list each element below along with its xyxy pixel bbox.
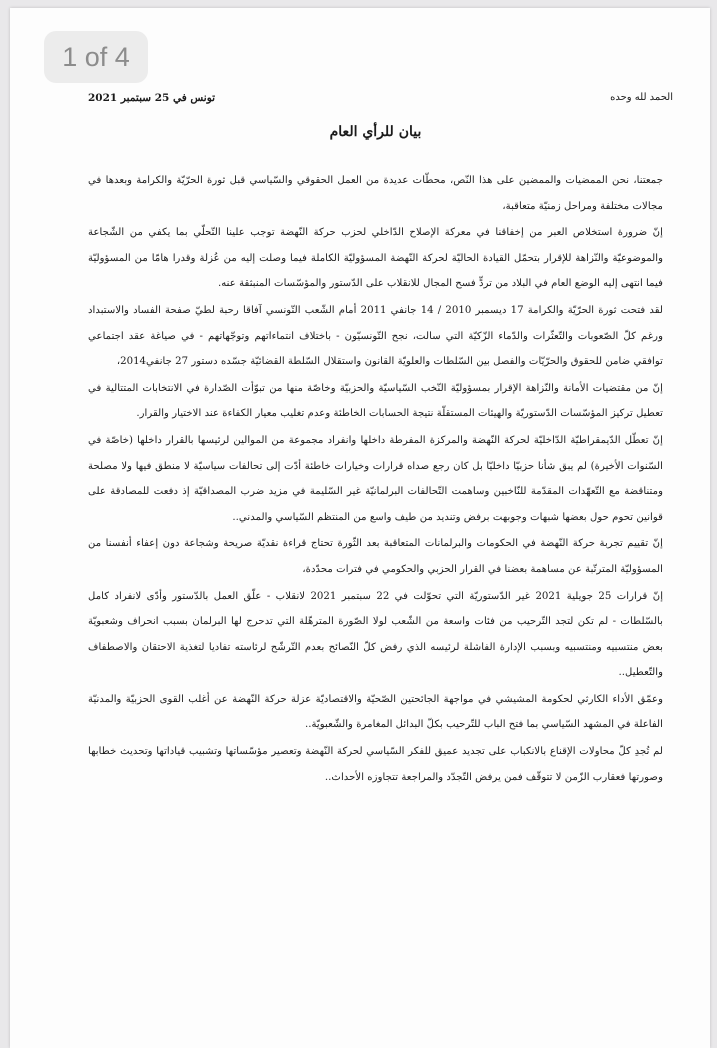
document-title: بيان للرأي العام (329, 124, 422, 140)
document-header (88, 84, 673, 112)
statement-document (88, 84, 673, 791)
paragraph: جمعتنا، نحن الممضيات والممضين على هذا النّص، محطّات عديدة من العمل الحقوقي والسّياسي قبل ثورة الحرّيّة والكرامة وبعدها في مجالات مختلفة ومراحل زمنيّة متعاقبة، (88, 175, 663, 212)
paragraph: إنّ تقييم تجربة حركة النّهضة في الحكومات والبرلمانات المتعاقبة بعد الثّورة تحتاج قراءة نقديّة صريحة وشجاعة دون إعفاء أنفسنا من المسؤوليّة المترتّبة عن مساهمة بعضنا في القرار الحزبي والحكومي في فترات محدّدة، (88, 538, 663, 575)
opening-line: الحمد لله وحده (610, 92, 673, 103)
paragraph: لقد فتحت ثورة الحرّيّة والكرامة 17 ديسمبر 2010 / 14 جانفي 2011 أمام الشّعب التّونسي آفاقا رحبة لطيّ صفحة الفساد والاستبداد ورغم كلّ الصّعوبات والتّعثّرات والدّماء الزّكيّة التي سالت، نجح التّونسيّون - باختلاف انتماءاتهم وتوجّهاتهم - في صياغة عقد اجتماعي توافقي ضامن للحقوق والحرّيّات والفصل بين السّلطات والعلويّة القانون واستقلال السّلطة القضائيّة جسّده دستور 27 جانفي2014، (88, 304, 664, 368)
document-date: تونس في 25 سبتمبر 2021 (88, 92, 216, 104)
paragraph: إنّ من مقتضيات الأمانة والنّزاهة الإقرار بمسؤوليّة النّخب السّياسيّة والحزبيّة وخاصّة منها من تبوّأت الصّدارة في الانتخابات المتتالية في تعطيل تركيز المؤسّسات الدّستوريّة والهيئات المستقلّة نتيجة الحسابات الخاطئة وعدم تغليب معيار الكفاءة عند الاختيار والقرار. (88, 382, 663, 420)
paragraph: لم تُجدِ كلّ محاولات الإقناع بالانكباب على تجديد عميق للفكر السّياسي لحركة النّهضة وتعصير مؤسّساتها وتشبيب قياداتها وتحديث خطابها وصورتها فعقارب الزّمن لا تتوقّف فمن يرفض التّجدّد والمراجعة تتجاوزه الأحداث.. (88, 746, 663, 783)
paragraph: وعمّق الأداء الكارثي لحكومة المشيشي في مواجهة الجائحتين الصّحيّة والاقتصاديّة عزلة حركة النّهضة عن أغلب القوى الحزبيّة والمدنيّة الفاعلة في المشهد السّياسي بما فتح الباب للتّرحيب بكلّ البدائل المغامرة والشّعبويّة.. (88, 693, 663, 731)
paragraph: إنّ ضرورة استخلاص العبر من إخفاقنا في معركة الإصلاح الدّاخلي لحزب حركة النّهضة توجب علينا التّحلّي بما يكفي من الشّجاعة والموضوعيّة والنّزاهة للإقرار بتحمّل القيادة الحاليّة لحركة النّهضة المسؤوليّة الكاملة فيما وصلت إليه من عُزلة وقدرا هامّا من المسؤوليّة فيما انتهى إليه الوضع العام في البلاد من تردٍّ فسح المجال للانقلاب على الدّستور والمؤسّسات المنبثقة عنه. (88, 227, 663, 290)
document-page (10, 8, 710, 1048)
page-counter-badge: 1 of 4 (44, 31, 148, 83)
document-body (88, 168, 663, 790)
paragraph: إنّ تعطّل الدّيمقراطيّة الدّاخليّة لحركة النّهضة والمركزة المفرطة داخلها وانفراد مجموعة من الموالين لرئيسها بالقرار داخلها (خاصّة في السّنوات الأخيرة) لم يبق شأنا حزبيّا داخليّا بل كان رجع صداه قرارات وخيارات خاطئة أدّت إلى تحالفات سياسيّة لا منطق فيها ولا مصلحة ومتناقضة مع التّعهّدات المقدّمة للنّاخبين وساهمت التّحالفات البرلمانيّة غير السّليمة في مزيد ضرب المصداقيّة إذ دفعت للمصادقة على قوانين تحوم حول بعضها شبهات وجوبهت برفض وتنديد من طيف واسع من المنتظم السّياسي والمدني.. (88, 434, 663, 523)
paragraph: إنّ قرارات 25 جويلية 2021 غير الدّستوريّة التي تحوّلت في 22 سبتمبر 2021 لانقلاب - علّق العمل بالدّستور وأدّى لانفراد كامل بالسّلطات - لم تكن لتجد التّرحيب من فئات واسعة من الشّعب لولا الصّورة المترهّلة التي تدحرج لها البرلمان بسبب انحراف وشعبويّة بعض منتسبيه ومنتسبيه وبسبب الإدارة الفاشلة لرئيسه الذي رفض كلّ النّصائح بعدم التّرشّح لرئاسته تفاديا لتغذية الاحتقان والاصطفاف والتّعطيل.. (88, 590, 664, 679)
